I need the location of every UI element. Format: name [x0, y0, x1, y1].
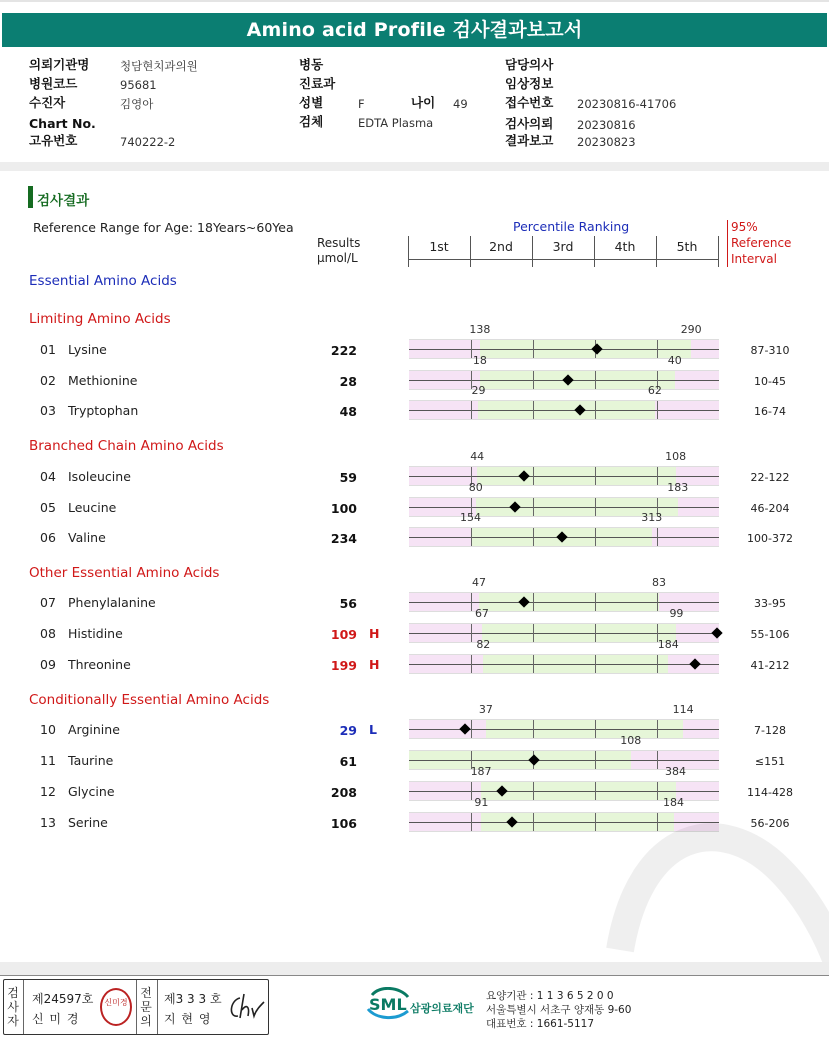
bar-midline: [409, 664, 719, 665]
signer2-signature-icon: [226, 990, 266, 1024]
bar-tick: [533, 813, 534, 831]
signature-divider: [157, 980, 158, 1034]
bar-tick: [595, 720, 596, 738]
reference-header-pct: 95%: [731, 220, 758, 234]
result-value: 28: [339, 374, 357, 389]
bar-tick: [533, 720, 534, 738]
amino-acid-name: Serine: [68, 815, 108, 830]
result-value: 199: [330, 658, 357, 673]
percentile-high-label: 184: [663, 796, 685, 809]
reference-interval-header: [731, 219, 791, 267]
percentile-low-label: 187: [470, 765, 492, 778]
amino-acid-name: Methionine: [68, 373, 138, 388]
percentile-low-label: 37: [478, 703, 493, 716]
quintile-label: 5th: [676, 239, 698, 254]
hdr-specimen-value: EDTA Plasma: [358, 116, 434, 130]
bar-tick: [595, 528, 596, 546]
result-value: 106: [330, 816, 357, 831]
result-value: 56: [339, 596, 357, 611]
hdr-sex-value: F: [358, 97, 365, 111]
bar-tick: [657, 655, 658, 673]
result-value: 234: [330, 531, 357, 546]
reference-interval: 56-206: [750, 817, 790, 830]
bar-tick: [595, 467, 596, 485]
quintile-label: 4th: [614, 239, 636, 254]
result-flag: H: [369, 626, 380, 641]
bar-tick: [657, 528, 658, 546]
bar-tick: [595, 751, 596, 769]
bar-tick: [471, 720, 472, 738]
bar-midline: [409, 476, 719, 477]
row-number: 06: [40, 530, 56, 545]
hdr-col1-4-value: 740222-2: [120, 135, 176, 149]
result-value: 222: [330, 343, 357, 358]
hdr-dept-label: 진료과: [299, 76, 336, 91]
row-number: 13: [40, 815, 56, 830]
reference-range-age: Reference Range for Age: 18Years~60Yea: [33, 220, 294, 235]
row-number: 08: [40, 626, 56, 641]
percentile-high-label: 62: [647, 384, 662, 397]
percentile-low-label: 67: [474, 607, 489, 620]
bar-tick: [533, 498, 534, 516]
scale-tick: [718, 236, 719, 267]
percentile-high-label: 83: [652, 576, 666, 589]
organization-name: 삼광의료재단: [410, 1002, 474, 1015]
percentile-high-label: 184: [657, 638, 679, 651]
bar-tick: [471, 813, 472, 831]
bar-midline: [409, 507, 719, 508]
reference-interval: 22-122: [750, 471, 790, 484]
bar-midline: [409, 729, 719, 730]
group-title: Limiting Amino Acids: [29, 311, 171, 327]
percentile-low-label: 82: [476, 638, 491, 651]
amino-acid-name: Phenylalanine: [68, 595, 156, 610]
quintile-label: 2nd: [489, 239, 513, 254]
row-number: 03: [40, 403, 56, 418]
section-separator: [0, 162, 829, 171]
percentile-bar: [409, 719, 719, 739]
reference-interval: 10-45: [754, 375, 786, 388]
hdr-ward-label: 병동: [299, 57, 324, 72]
bar-tick: [595, 498, 596, 516]
result-value: 208: [330, 785, 357, 800]
reference-interval: ≤151: [754, 755, 786, 768]
hdr-col3-3-label: 검사의뢰: [505, 116, 554, 131]
section-title: 검사결과: [37, 193, 90, 209]
reference-interval: 41-212: [750, 659, 790, 672]
percentile-high-label: 384: [665, 765, 687, 778]
hdr-sex-label: 성별: [299, 95, 324, 110]
bar-tick: [471, 528, 472, 546]
bar-tick: [595, 655, 596, 673]
hdr-col1-1-label: 병원코드: [29, 76, 78, 91]
group-title: Other Essential Amino Acids: [29, 565, 220, 581]
report-title: Amino acid Profile 검사결과보고서: [2, 13, 827, 47]
background-watermark: [580, 770, 829, 970]
signer1-name: 신 미 경: [32, 1012, 80, 1026]
amino-acid-name: Histidine: [68, 626, 123, 641]
hdr-col1-2-label: 수진자: [29, 95, 66, 110]
reference-interval: 33-95: [754, 597, 786, 610]
percentile-ranking-title: Percentile Ranking: [513, 219, 630, 234]
percentile-low-label: 80: [468, 481, 483, 494]
percentile-low-label: 47: [472, 576, 486, 589]
row-number: 11: [40, 753, 56, 768]
section-marker: [28, 186, 33, 208]
quintile-label: 3rd: [552, 239, 574, 254]
hdr-col3-1-label: 임상정보: [505, 76, 554, 91]
bar-tick: [595, 401, 596, 419]
bar-tick: [595, 593, 596, 611]
row-number: 12: [40, 784, 56, 799]
reference-interval: 114-428: [747, 786, 793, 799]
hdr-col1-1-value: 95681: [120, 78, 157, 92]
signer2-license: 제3 3 3 호: [164, 992, 222, 1006]
row-number: 07: [40, 595, 56, 610]
result-flag: L: [369, 722, 377, 737]
row-number: 05: [40, 500, 56, 515]
result-value: 100: [330, 501, 357, 516]
signer2-role: [139, 986, 153, 1028]
result-value: 61: [339, 754, 357, 769]
amino-acid-name: Arginine: [68, 722, 120, 737]
amino-acid-name: Lysine: [68, 342, 107, 357]
bar-tick: [471, 401, 472, 419]
hdr-col1-0-value: 청담현치과의원: [120, 59, 198, 73]
hdr-age-label: 나이: [411, 95, 436, 110]
percentile-high-label: 183: [667, 481, 689, 494]
bar-tick: [471, 655, 472, 673]
bar-tick: [533, 624, 534, 642]
bar-midline: [409, 410, 719, 411]
bar-tick: [533, 340, 534, 358]
bar-midline: [409, 349, 719, 350]
reference-interval: 100-372: [747, 532, 793, 545]
hdr-col3-0-label: 담당의사: [505, 57, 554, 72]
percentile-low-label: 138: [469, 323, 491, 336]
signer2-name: 지 현 영: [164, 1012, 212, 1026]
hdr-specimen-label: 검체: [299, 114, 324, 129]
hdr-col3-4-label: 결과보고: [505, 133, 554, 148]
reference-interval: 87-310: [750, 344, 790, 357]
reference-interval: 7-128: [754, 724, 786, 737]
percentile-low-label: 29: [471, 384, 486, 397]
sml-logo-text: SML: [369, 995, 407, 1014]
bar-tick: [533, 371, 534, 389]
reference-header-interval: Interval: [731, 252, 777, 266]
signer1-license: 제24597호: [32, 992, 94, 1006]
hdr-age-value: 49: [453, 97, 468, 111]
results-header: [317, 236, 360, 266]
reference-interval: 16-74: [754, 405, 786, 418]
reference-divider: [727, 220, 728, 267]
reference-interval: 55-106: [750, 628, 790, 641]
amino-acid-name: Threonine: [68, 657, 131, 672]
bar-tick: [657, 720, 658, 738]
hdr-col1-3-label: Chart No.: [29, 116, 96, 131]
amino-acid-name: Taurine: [68, 753, 114, 768]
signer1-role-char: 검: [7, 986, 19, 1000]
bar-midline: [409, 602, 719, 603]
signer1-role: [6, 986, 20, 1028]
percentile-high-label: 313: [641, 511, 663, 524]
percentile-high-label: 108: [620, 734, 642, 747]
reference-interval: 46-204: [750, 502, 790, 515]
signer2-role-char: 전: [140, 986, 152, 1000]
quintile-scale: [408, 236, 719, 267]
footer-divider: [0, 975, 829, 976]
row-number: 10: [40, 722, 56, 737]
percentile-high-label: 99: [669, 607, 684, 620]
percentile-bar: [409, 527, 719, 547]
results-header-unit: μmol/L: [317, 251, 358, 265]
bar-tick: [595, 371, 596, 389]
hdr-col1-4-label: 고유번호: [29, 133, 78, 148]
signature-divider: [136, 980, 137, 1034]
bar-tick: [533, 655, 534, 673]
results-header-label: Results: [317, 236, 361, 250]
group-title: Branched Chain Amino Acids: [29, 438, 224, 454]
percentile-high-label: 290: [680, 323, 702, 336]
result-marker: [690, 658, 701, 669]
institution-phone: 대표번호 : 1661-5117: [486, 1018, 595, 1030]
signature-box: [3, 979, 269, 1035]
hdr-col1-0-label: 의뢰기관명: [29, 57, 90, 72]
bar-tick: [533, 593, 534, 611]
signer2-role-char: 의: [140, 1014, 152, 1028]
percentile-low-label: 154: [460, 511, 482, 524]
result-flag: H: [369, 657, 380, 672]
scale-baseline: [408, 259, 719, 260]
percentile-bar: [409, 654, 719, 674]
row-number: 09: [40, 657, 56, 672]
row-number: 02: [40, 373, 56, 388]
hdr-col3-2-value: 20230816-41706: [577, 97, 677, 111]
bar-tick: [533, 467, 534, 485]
hdr-col1-2-value: 김영아: [120, 97, 154, 111]
percentile-high-label: 40: [667, 354, 682, 367]
percentile-high-label: 114: [672, 703, 694, 716]
hdr-col3-2-label: 접수번호: [505, 95, 554, 110]
percentile-bar: [409, 400, 719, 420]
signer2-role-char: 문: [140, 1000, 152, 1014]
result-value: 29: [339, 723, 357, 738]
amino-acid-name: Valine: [68, 530, 106, 545]
hdr-col3-4-value: 20230823: [577, 135, 636, 149]
reference-header-word: Reference: [731, 236, 792, 250]
amino-acid-name: Isoleucine: [68, 469, 131, 484]
hdr-col3-3-value: 20230816: [577, 118, 636, 132]
signer1-role-char: 사: [7, 1000, 19, 1014]
bar-tick: [533, 401, 534, 419]
bar-tick: [595, 624, 596, 642]
amino-acid-name: Leucine: [68, 500, 117, 515]
quintile-label: 1st: [429, 239, 449, 254]
amino-acid-name: Tryptophan: [68, 403, 139, 418]
bar-tick: [533, 528, 534, 546]
bar-tick: [533, 782, 534, 800]
percentile-low-label: 91: [474, 796, 489, 809]
row-number: 04: [40, 469, 56, 484]
result-value: 109: [330, 627, 357, 642]
footer-band: [0, 962, 829, 975]
institution-code: 요양기관 : 1 1 3 6 5 2 0 0: [486, 990, 614, 1002]
group-title: Conditionally Essential Amino Acids: [29, 692, 270, 708]
top-band: [0, 0, 829, 2]
amino-acid-name: Glycine: [68, 784, 115, 799]
signer1-role-char: 자: [7, 1014, 19, 1028]
percentile-low-label: 44: [470, 450, 485, 463]
bar-midline: [409, 760, 719, 761]
percentile-low-label: 18: [472, 354, 487, 367]
result-marker: [460, 723, 471, 734]
bar-midline: [409, 633, 719, 634]
result-value: 48: [339, 404, 357, 419]
institution-address: 서울특별시 서초구 양재동 9-60: [486, 1004, 632, 1016]
signature-divider: [23, 980, 24, 1034]
result-value: 59: [339, 470, 357, 485]
signer1-seal: 신미경: [100, 988, 132, 1026]
result-marker: [711, 627, 722, 638]
percentile-high-label: 108: [665, 450, 687, 463]
bar-tick: [657, 401, 658, 419]
essential-amino-acids-title: Essential Amino Acids: [29, 273, 177, 289]
row-number: 01: [40, 342, 56, 357]
